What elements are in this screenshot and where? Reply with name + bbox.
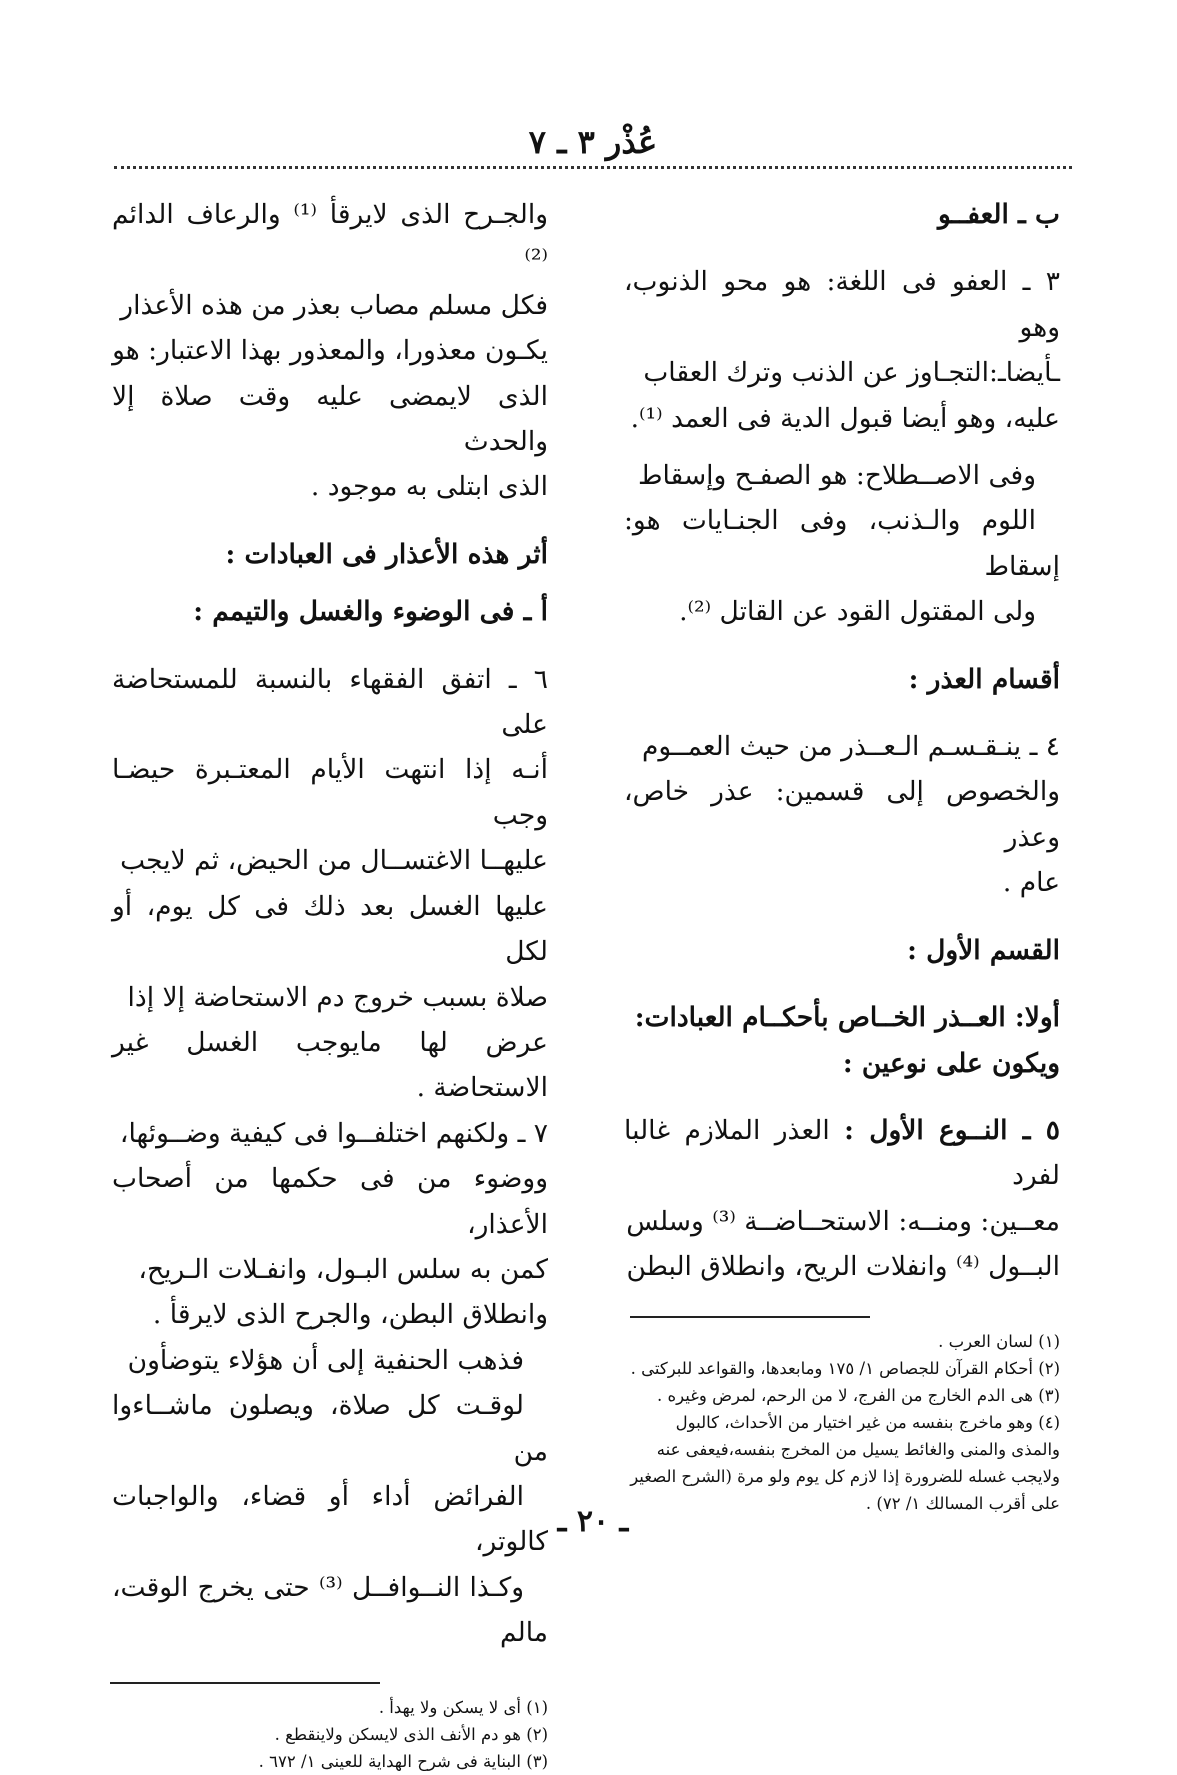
footnote: (٤) وهو ماخرج بنفسه من غير اختيار من الأحداث، كالبول والمذى والمنى والغائط يسيل من المخرج بنفسه،فيعفى عنه ولايجب غسله للضرورة إذا لازم كل يوم ولو مرة (الشرح الصغير على أقرب المسالك ١/ ٧٢) . (630, 1412, 1060, 1513)
text-line: أولا: العــذر الخــاص بأحكــام العبادات: (634, 1002, 1060, 1034)
paragraph-3b (624, 453, 1060, 635)
text-line: الفرائض أداء أو قضاء، والواجبات كالوتر، (112, 1480, 548, 1558)
text-line: يكـون معذورا، والمعذور بهذا الاعتبار: هو (112, 335, 548, 367)
text-line: ٦ ـ اتفق الفقهاء بالنسبة للمستحاضة على (112, 663, 548, 741)
text-line: لوقـت كل صلاة، ويصلون ماشــاءوا من (112, 1390, 548, 1467)
text-line: اللوم والـذنب، وفى الجنـايات هو: إسقاط (624, 505, 1060, 582)
text-line: والجـرح الذى لايرقأ ⁽¹⁾ والرعاف الدائم ⁽²⁾ (112, 199, 548, 276)
para5-lead: ٥ ـ النــوع الأول : (844, 1114, 1060, 1146)
text-line: ٣ ـ العفو فى اللغة: هو محو الذنوب، وهو (624, 266, 1060, 343)
heading-athar: أثر هذه الأعذار فى العبادات : (225, 538, 548, 570)
text-line: ويكون على نوعين : (842, 1047, 1060, 1079)
continuation-paragraph (112, 192, 548, 510)
header-dotted-rule (114, 166, 1072, 169)
text-line: معــين: ومنــه: الاستحــاضــة ⁽³⁾ وسلس (626, 1205, 1060, 1237)
right-column (624, 192, 1060, 1513)
heading-wudu: أ ـ فى الوضوء والغسل والتيمم : (193, 596, 548, 628)
page-number: ـ ٢٠ ـ (557, 1504, 629, 1539)
paragraph-6 (112, 657, 548, 1111)
page-header-title: عُذْر ٣ ـ ٧ (528, 123, 658, 161)
right-footnotes (624, 1328, 1060, 1517)
paragraph-3 (624, 259, 1060, 441)
paragraph-7b (112, 1338, 548, 1656)
para5-rest: العذر الملازم غالبا لفرد (624, 1114, 1060, 1192)
left-footnotes (112, 1694, 548, 1775)
text-line: ولى المقتول القود عن القاتل ⁽²⁾. (679, 596, 1036, 628)
footnote: (٢) هو دم الأنف الذى لايسكن ولاينقطع . (274, 1724, 548, 1744)
text-line (624, 1108, 1060, 1199)
text-line: فذهب الحنفية إلى أن هؤلاء يتوضأون (127, 1344, 524, 1376)
text-line: صلاة بسبب خروج دم الاستحاضة إلا إذا (127, 981, 548, 1013)
text-line: عرض لها مايوجب الغسل غير الاستحاضة . (112, 1026, 548, 1104)
text-line: وفى الاصــطلاح: هو الصفـح وإسقاط (637, 460, 1036, 492)
heading-aqsam: أقسام العذر : (908, 663, 1060, 695)
text-line: والخصوص إلى قسمين: عذر خاص، وعذر (624, 776, 1060, 853)
paragraph-5 (624, 1108, 1060, 1290)
text-line: فكل مسلم مصاب بعذر من هذه الأعذار (120, 289, 548, 321)
text-line: أنـه إذا انتهت الأيام المعتـبرة حيضـا وجب (112, 754, 548, 831)
text-line: عليه، وهو أيضا قبول الدية فى العمد ⁽¹⁾. (630, 402, 1060, 434)
text-line: ٧ ـ ولكنهم اختلفــوا فى كيفية وضــوئها، (119, 1117, 548, 1149)
footnote: (٣) البناية فى شرح الهداية للعينى ١/ ٦٧٢ . (258, 1751, 548, 1771)
text-line: عام . (1002, 867, 1060, 899)
text-line: البــول ⁽⁴⁾ وانفلات الريح، وانطلاق البطن (626, 1251, 1060, 1283)
left-column (112, 192, 548, 1771)
text-line: كمن به سلس البـول، وانفـلات الـريح، (138, 1253, 548, 1285)
paragraph-7 (112, 1111, 548, 1338)
footnote-rule (110, 1682, 380, 1684)
paragraph-4 (624, 724, 1060, 906)
text-line: عليها الغسل بعد ذلك فى كل يوم، أو لكل (112, 890, 548, 968)
text-line: الذى لايمضى عليه وقت صلاة إلا والحدث (112, 380, 548, 458)
text-line: الذى ابتلى به موجود . (310, 471, 548, 503)
heading-qism-awwal: القسم الأول : (907, 934, 1060, 966)
text-line: ووضوء من فى حكمها من أصحاب الأعذار، (112, 1163, 548, 1240)
footnote-rule (630, 1316, 870, 1318)
text-line: وانطلاق البطن، والجرح الذى لايرقأ . (152, 1299, 548, 1331)
footnote: (١) لسان العرب . (938, 1331, 1060, 1351)
footnote: (١) أى لا يسكن ولا يهدأ . (378, 1697, 548, 1717)
footnote: (٣) هى الدم الخارج من الفرج، لا من الرحم، لمرض وغيره . (657, 1385, 1060, 1405)
text-line: وكـذا النــوافــل ⁽³⁾ حتى يخرج الوقت، مالم (112, 1571, 548, 1649)
heading-afw: ب ـ العفــو (937, 199, 1060, 230)
text-line: عليهــا الاغتســال من الحيض، ثم لايجب (120, 845, 548, 877)
heading-awwalan (624, 995, 1060, 1086)
text-line: ٤ ـ ينـقـسـم الـعــذر من حيث العمــوم (641, 731, 1060, 763)
text-line: ـأيضاـ:التجـاوز عن الذنب وترك العقاب (643, 357, 1060, 389)
footnote: (٢) أحكام القرآن للجصاص ١/ ١٧٥ ومابعدها، والقواعد للبركتى . (630, 1358, 1060, 1378)
